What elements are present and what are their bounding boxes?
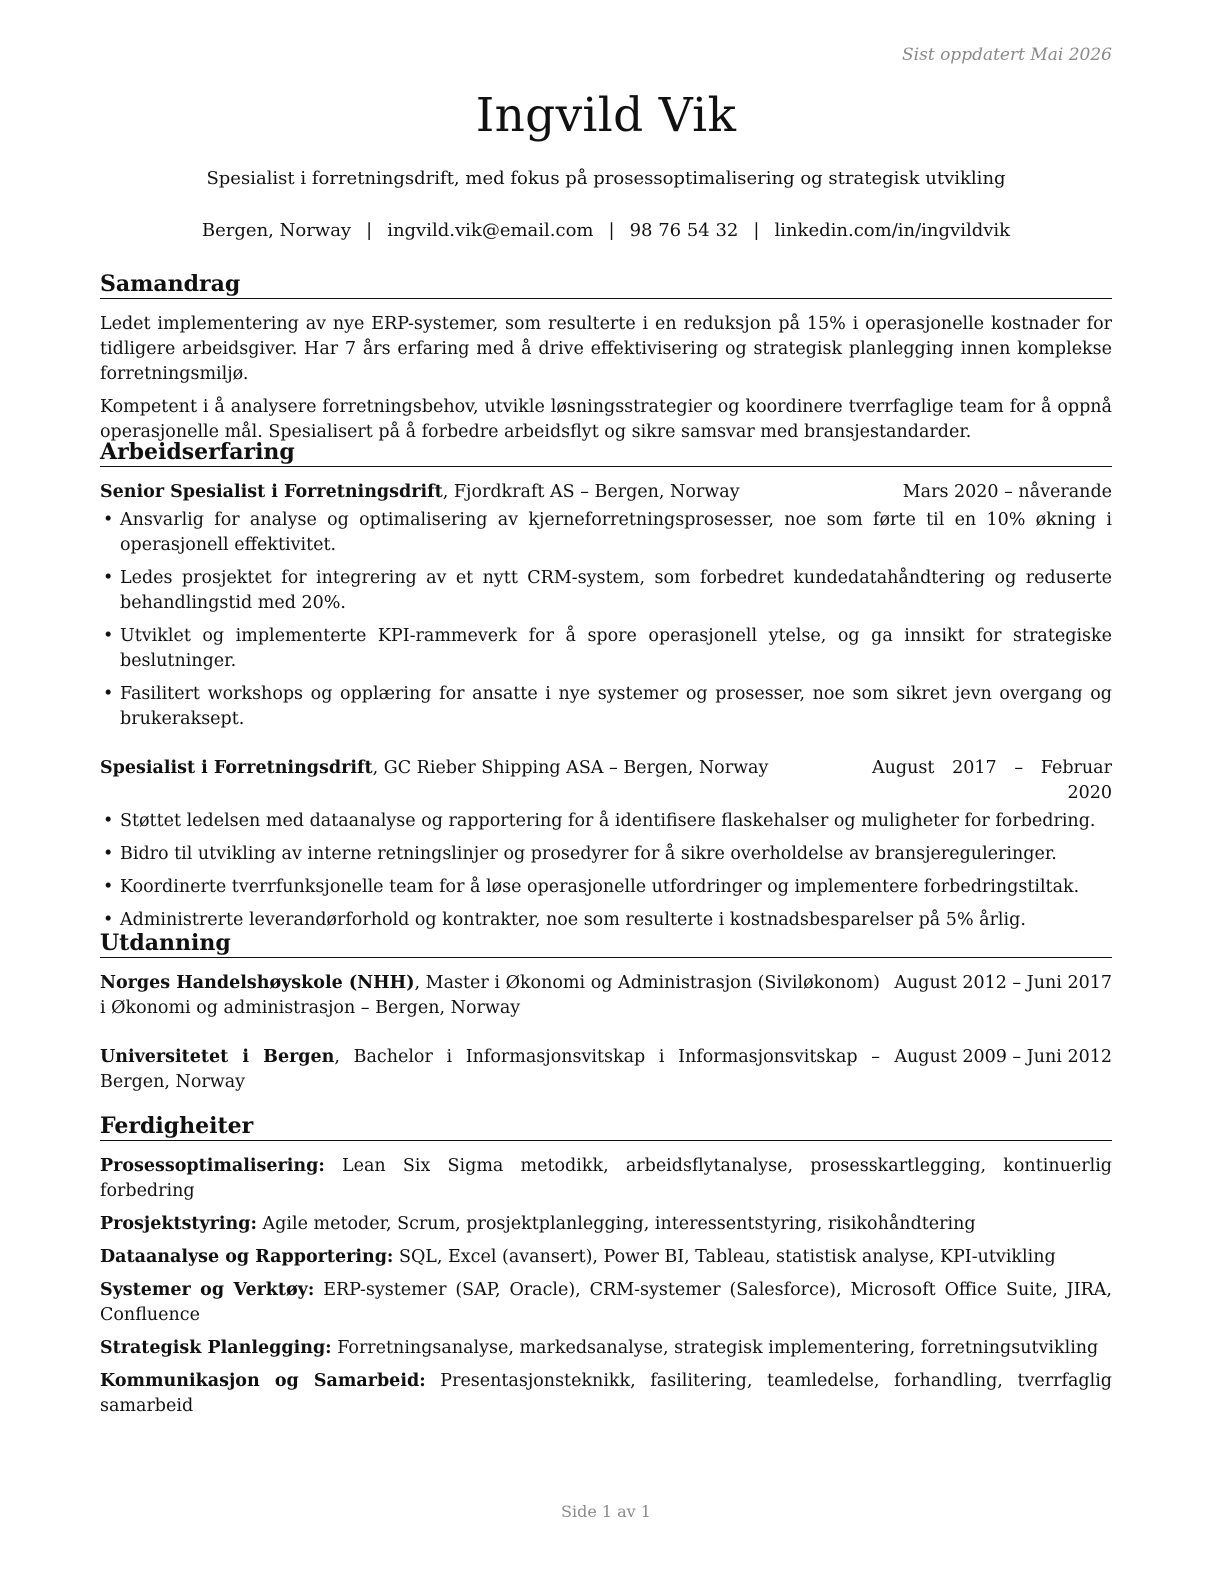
degree-detail: , Master i Økonomi og Administrasjon (Siviløkonom) i Økonomi og administrasjon – Bergen, Norway	[100, 973, 880, 1018]
bullet-icon: •	[103, 910, 114, 930]
job-role: Spesialist i Forretningsdrift	[100, 758, 373, 778]
list-item	[100, 566, 1112, 616]
bullet-icon: •	[103, 568, 114, 588]
list-item	[100, 508, 1112, 558]
contact-line	[100, 220, 1112, 241]
section-title-skills: Ferdigheiter	[100, 1112, 1112, 1141]
location: Bergen, Norway	[201, 220, 352, 241]
skill-value: Agile metoder, Scrum, prosjektplanlegging, interessentstyring, risikohåndtering	[256, 1214, 976, 1234]
phone: 98 76 54 32	[629, 220, 739, 241]
skill-value: ERP-systemer (SAP, Oracle), CRM-systemer (Salesforce), Microsoft Office Suite, JIRA, Confluence	[100, 1280, 1112, 1325]
job-company: , Fjordkraft AS – Bergen, Norway	[442, 482, 740, 502]
job-company: , GC Rieber Shipping ASA – Bergen, Norway	[372, 758, 769, 778]
education-text	[100, 1045, 880, 1095]
job-entry	[100, 480, 1112, 732]
job-title-line	[100, 756, 768, 781]
summary-paragraph: Ledet implementering av nye ERP-systemer, som resulterte i en reduksjon på 15% i operasjonelle kostnader for tidligere arbeidsgiver. Har 7 års erfaring med å drive effektivisering og strategisk planlegging innen komplekse forretningsmiljø.	[100, 314, 1112, 384]
skill-row	[100, 1369, 1112, 1419]
bullet-text: Ledes prosjektet for integrering av et nytt CRM-system, som forbedret kundedatahåndtering og reduserte behandlingstid med 20%.	[120, 568, 1112, 613]
job-header	[100, 480, 1112, 505]
section-title-experience: Arbeidserfaring	[100, 438, 1112, 467]
skill-row	[100, 1245, 1112, 1270]
bullet-icon: •	[103, 877, 114, 897]
education-entry	[100, 1045, 1112, 1095]
section-title-education: Utdanning	[100, 929, 1112, 958]
job-role: Senior Spesialist i Forretningsdrift	[100, 482, 443, 502]
list-item	[100, 624, 1112, 674]
skills-section	[100, 1112, 1112, 1427]
bullet-icon: •	[103, 626, 114, 646]
bullet-text: Støttet ledelsen med dataanalyse og rapportering for å identifisere flaskehalser og muligheter for forbedring.	[120, 811, 1096, 831]
resume-page	[100, 0, 1112, 1584]
job-dates: August 2017 – Februar 2020	[872, 758, 1112, 803]
skill-label: Prosjektstyring:	[100, 1214, 257, 1234]
bullet-text: Fasilitert workshops og opplæring for ansatte i nye systemer og prosesser, noe som sikret jevn overgang og brukeraksept.	[120, 684, 1112, 729]
list-item	[100, 809, 1112, 834]
email-link[interactable]: ingvild.vik@email.com	[387, 220, 594, 241]
bullet-text: Utviklet og implementerte KPI-rammeverk for å spore operasjonell ytelse, og ga innsikt for strategiske beslutninger.	[120, 626, 1112, 671]
bullet-icon: •	[103, 510, 114, 530]
summary-paragraph: Kompetent i å analysere forretningsbehov, utvikle løsningsstrategier og koordinere tverrfaglige team for å oppnå operasjonelle mål. Spesialisert på å forbedre arbeidsflyt og sikre samsvar med bransjestandarder.	[100, 397, 1112, 442]
skill-row	[100, 1336, 1112, 1361]
education-dates: August 2012 – Juni 2017	[894, 973, 1112, 993]
bullet-text: Bidro til utvikling av interne retningslinjer og prosedyrer for å sikre overholdelse av bransjereguleringer.	[120, 844, 1057, 864]
separator: |	[366, 220, 373, 241]
separator: |	[608, 220, 615, 241]
linkedin-link[interactable]: linkedin.com/in/ingvildvik	[774, 220, 1011, 241]
education-dates: August 2009 – Juni 2012	[894, 1047, 1112, 1067]
bullet-icon: •	[103, 684, 114, 704]
job-bullets	[100, 508, 1112, 732]
bullet-icon: •	[103, 844, 114, 864]
degree-detail: , Bachelor i Informasjonsvitskap i Informasjonsvitskap – Bergen, Norway	[100, 1047, 880, 1092]
skill-row	[100, 1212, 1112, 1237]
school-name: Universitetet i Bergen	[100, 1047, 335, 1067]
last-updated: Sist oppdatert Mai 2026	[902, 45, 1112, 65]
separator: |	[753, 220, 760, 241]
section-title-summary: Samandrag	[100, 270, 1112, 299]
bullet-text: Ansvarlig for analyse og optimalisering av kjerneforretningsprosesser, noe som førte til en 10% økning i operasjonell effektivitet.	[120, 510, 1112, 555]
skill-label: Kommunikasjon og Samarbeid:	[100, 1371, 426, 1391]
page-number: Side 1 av 1	[561, 1502, 651, 1521]
skill-label: Dataanalyse og Rapportering:	[100, 1247, 394, 1267]
list-item	[100, 842, 1112, 867]
bullet-text: Administrerte leverandørforhold og kontrakter, noe som resulterte i kostnadsbesparelser på 5% årlig.	[120, 910, 1026, 930]
education-entry	[100, 971, 1112, 1021]
experience-section	[100, 438, 1112, 941]
candidate-name: Ingvild Vik	[475, 88, 737, 143]
bullet-text: Koordinerte tverrfunksjonelle team for å løse operasjonelle utfordringer og implementere forbedringstiltak.	[120, 877, 1080, 897]
bullet-icon: •	[103, 811, 114, 831]
skill-value: SQL, Excel (avansert), Power BI, Tableau, statistisk analyse, KPI-utvikling	[393, 1247, 1056, 1267]
list-item	[100, 682, 1112, 732]
tagline: Spesialist i forretningsdrift, med fokus på prosessoptimalisering og strategisk utvikling	[206, 168, 1006, 189]
summary-section	[100, 270, 1112, 453]
skill-value: Forretningsanalyse, markedsanalyse, strategisk implementering, forretningsutvikling	[331, 1338, 1099, 1358]
skill-label: Strategisk Planlegging:	[100, 1338, 332, 1358]
skill-label: Systemer og Verktøy:	[100, 1280, 315, 1300]
job-header	[100, 756, 1112, 806]
skill-label: Prosessoptimalisering:	[100, 1156, 325, 1176]
education-text	[100, 971, 880, 1021]
school-name: Norges Handelshøyskole (NHH)	[100, 973, 415, 993]
job-bullets	[100, 809, 1112, 933]
skill-row	[100, 1154, 1112, 1204]
job-dates: Mars 2020 – nåverande	[902, 482, 1112, 502]
skill-value: Presentasjonsteknikk, fasilitering, teamledelse, forhandling, tverrfaglig samarbeid	[100, 1371, 1112, 1416]
skill-row	[100, 1278, 1112, 1328]
job-entry	[100, 756, 1112, 933]
job-title-line	[100, 480, 740, 505]
list-item	[100, 875, 1112, 900]
skill-value: Lean Six Sigma metodikk, arbeidsflytanalyse, prosesskartlegging, kontinuerlig forbedring	[100, 1156, 1112, 1201]
education-section	[100, 929, 1112, 1095]
